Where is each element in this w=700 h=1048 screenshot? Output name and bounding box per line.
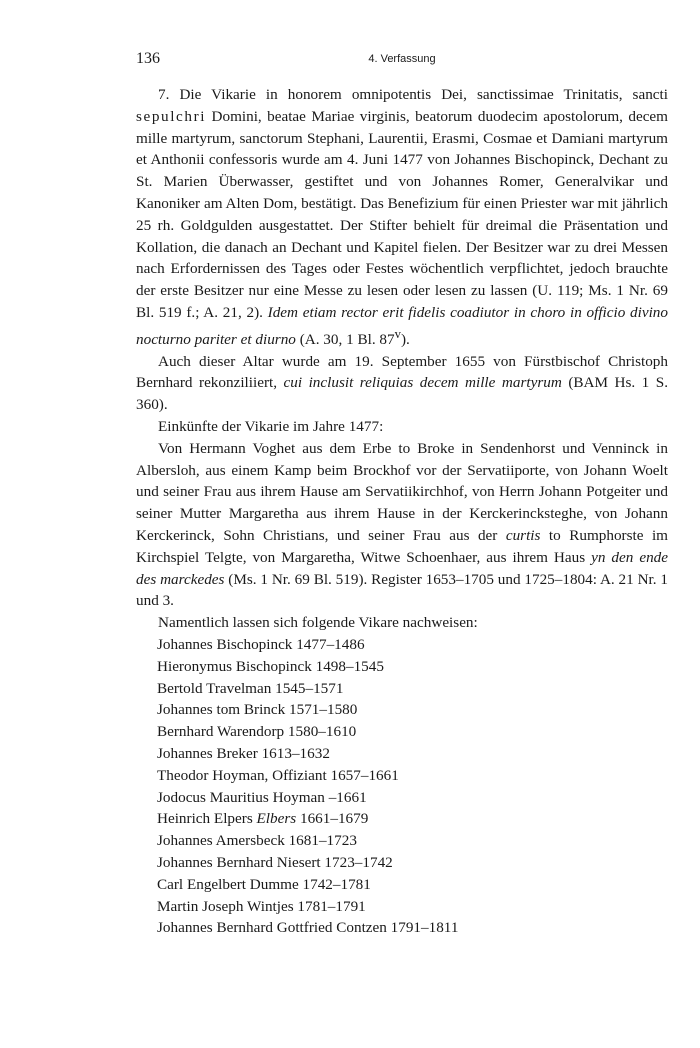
page-number: 136: [136, 50, 160, 67]
list-item: Johannes Bischopinck 1477–1486: [157, 635, 365, 653]
paragraph-vicars-intro: Namentlich lassen sich folgende Vikare nachweisen:: [158, 614, 478, 632]
list-item: Theodor Hoyman, Offiziant 1657–1661: [157, 766, 399, 784]
list-item: Bertold Travelman 1545–1571: [157, 679, 344, 697]
list-item: Johannes Bernhard Niesert 1723–1742: [157, 853, 393, 871]
vicar-list: [136, 634, 668, 939]
paragraph-income-heading: Einkünfte der Vikarie im Jahre 1477:: [158, 418, 384, 436]
list-item: Hieronymus Bischopinck 1498–1545: [157, 657, 384, 675]
running-head: [136, 50, 668, 72]
list-item: Johannes Breker 1613–1632: [157, 744, 330, 762]
list-item: Johannes Bernhard Gottfried Contzen 1791–1811: [157, 919, 459, 937]
paragraph-foundation: 7. Die Vikarie in honorem omnipotentis Dei, sanctissimae Trinitatis, sancti sepulchri Domini, beatae Mariae virginis, beatorum duodecim apostolorum, decem mille martyrum, sanctorum Stephani, Laurentii, Erasmi, Cosmae et Damiani martyrum et Anthonii confessoris wurde am 4. Juni 1477 von Johannes Bischopinck, Dechant zu St. Marien Überwasser, gestiftet und von Johannes Romer, Generalvikar und Kanoniker am Alten Dom, bestätigt. Das Benefizium für einen Priester war mit jährlich 25 rh. Goldgulden ausgestattet. Der Stifter behielt für dreimal die Präsentation und Kollation, die danach an Dechant und Kapitel fielen. Der Besitzer war zu drei Messen nach Erfordernissen des Tages oder Festes wöchentlich verpflichtet, jedoch brauchte der erste Besitzer nur eine Messe zu lesen oder lesen zu lassen (U. 119; Ms. 1 Nr. 69 Bl. 519 f.; A. 21, 2). Idem etiam rector erit fidelis coadiutor in choro in officio divino nocturno pariter et diurno (A. 30, 1 Bl. 87$^v$).: [136, 86, 668, 348]
body-text: [136, 84, 668, 939]
list-item: Bernhard Warendorp 1580–1610: [157, 723, 357, 741]
list-item: Johannes Amersbeck 1681–1723: [157, 832, 357, 850]
list-item: Carl Engelbert Dumme 1742–1781: [157, 875, 371, 893]
list-item: Johannes tom Brinck 1571–1580: [157, 701, 358, 719]
running-title: 4. Verfassung: [368, 53, 436, 65]
paragraph-income: Von Hermann Voghet aus dem Erbe to Broke in Sendenhorst und Venninck in Albersloh, aus einem Kamp beim Brockhof vor der Servatiiporte, von Johann Woelt und seiner Frau aus ihrem Hause am Servatiikirchhof, von Herrn Johann Potgeiter und seiner Mutter Margaretha aus ihrem Hause in der Kerckerincksteghe, von Johann Kerckerinck, Sohn Christians, und seiner Frau aus der curtis to Rumphorste im Kirchspiel Telgte, von Margaretha, Witwe Schoenhaer, aus ihrem Haus yn den ende des marckedes (Ms. 1 Nr. 69 Bl. 519). Register 1653–1705 und 1725–1804: A. 21 Nr. 1 und 3.: [136, 439, 669, 610]
list-item: Jodocus Mauritius Hoyman –1661: [157, 788, 367, 806]
paragraph-reconciliation: Auch dieser Altar wurde am 19. September 1655 von Fürstbischof Christoph Bernhard rekonziliiert, cui inclusit reliquias decem mille martyrum (BAM Hs. 1 S. 360).: [136, 352, 668, 414]
list-item: Martin Joseph Wintjes 1781–1791: [157, 897, 366, 915]
list-item: Heinrich Elpers Elbers 1661–1679: [157, 810, 369, 828]
